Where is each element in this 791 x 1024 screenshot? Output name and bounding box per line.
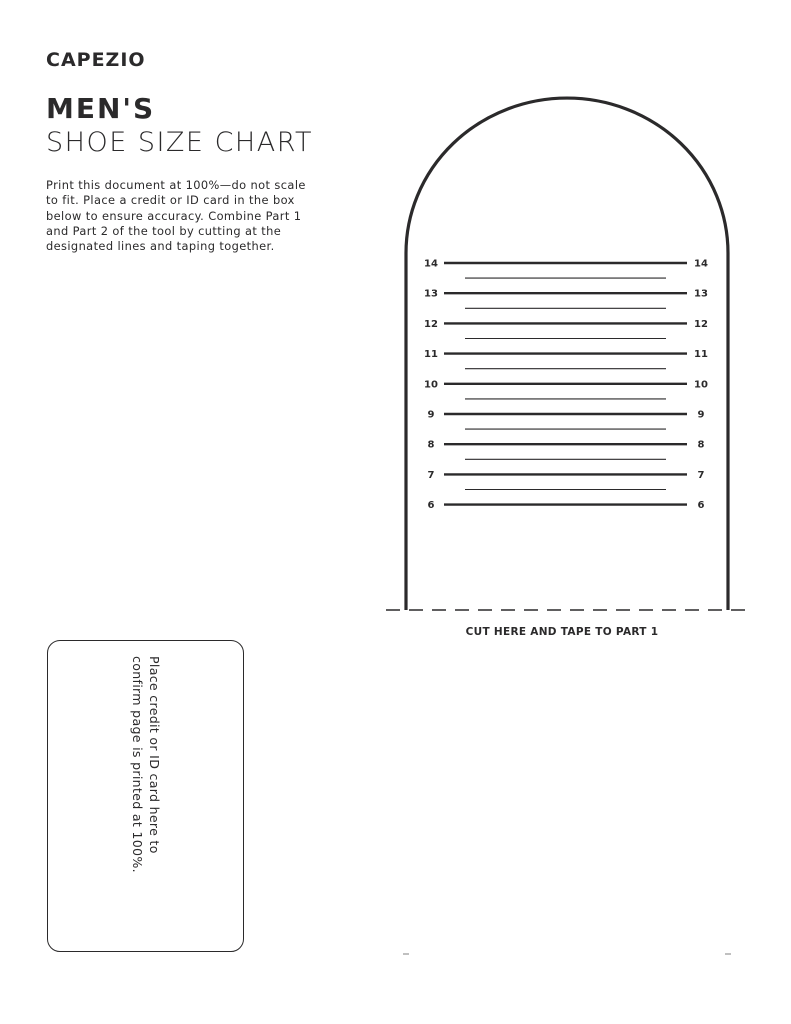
size-label-left-7: 7	[427, 469, 435, 481]
size-label-left-9: 9	[427, 409, 435, 421]
brand-logo: CAPEZIO	[46, 49, 146, 71]
page-subtitle: SHOE SIZE CHART	[46, 127, 313, 158]
size-label-right-11: 11	[694, 349, 708, 361]
page-title: MEN'S	[46, 92, 156, 125]
instructions-line: to fit. Place a credit or ID card in the box	[46, 193, 295, 208]
cut-instruction-label: CUT HERE AND TAPE TO PART 1	[465, 626, 659, 638]
size-label-right-14: 14	[694, 258, 708, 270]
instructions-line: Print this document at 100%—do not scale	[46, 178, 306, 192]
size-label-left-10: 10	[424, 379, 438, 391]
size-label-right-9: 9	[697, 409, 705, 421]
size-label-right-7: 7	[697, 469, 705, 481]
size-label-left-14: 14	[424, 258, 438, 270]
size-label-left-8: 8	[427, 439, 435, 451]
instructions-line: and Part 2 of the tool by cutting at the	[46, 223, 282, 238]
size-label-right-12: 12	[694, 318, 708, 330]
card-box-line: Place credit or ID card here to	[147, 656, 162, 854]
size-label-left-11: 11	[424, 349, 438, 361]
size-label-right-8: 8	[697, 439, 705, 451]
size-label-left-13: 13	[424, 288, 438, 300]
instructions-line: designated lines and taping together.	[46, 239, 275, 254]
size-label-right-13: 13	[694, 288, 708, 300]
size-marks	[424, 259, 708, 512]
size-label-right-6: 6	[697, 500, 705, 512]
size-label-left-12: 12	[424, 318, 438, 330]
size-label-right-10: 10	[694, 379, 708, 391]
instructions-line: below to ensure accuracy. Combine Part 1	[46, 208, 302, 223]
card-box-line: confirm page is printed at 100%.	[130, 656, 145, 873]
size-label-left-6: 6	[427, 500, 435, 512]
